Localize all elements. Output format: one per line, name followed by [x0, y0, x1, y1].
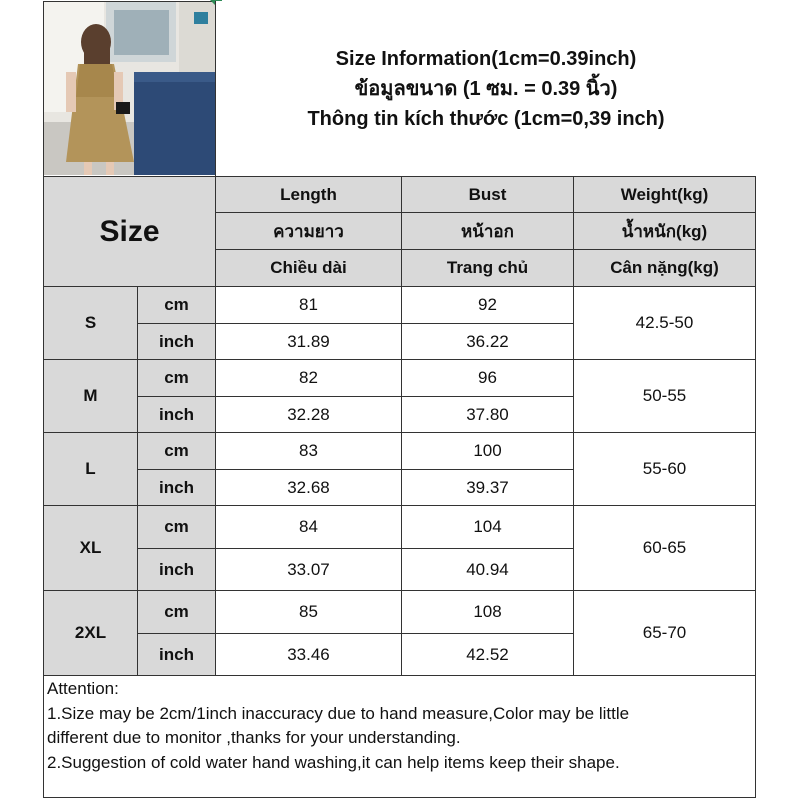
notes-line-2: different due to monitor ,thanks for your understanding.: [47, 728, 461, 747]
unit-cm: cm: [137, 505, 216, 549]
bust-inch: 39.37: [401, 469, 574, 506]
title-box: [215, 1, 756, 177]
title-line-en: Size Information(1cm=0.39inch): [335, 47, 637, 70]
size-cell: S: [43, 286, 138, 360]
size-cell: L: [43, 432, 138, 506]
unit-cm: cm: [137, 590, 216, 634]
unit-inch: inch: [137, 548, 216, 591]
header-bust-vi: Trang chủ: [401, 249, 574, 287]
length-inch: 32.68: [215, 469, 402, 506]
unit-inch: inch: [137, 323, 216, 360]
length-cm: 84: [215, 505, 402, 549]
header-bust-en: Bust: [401, 176, 574, 213]
bust-inch: 40.94: [401, 548, 574, 591]
weight-range: 55-60: [573, 432, 756, 506]
unit-cm: cm: [137, 286, 216, 324]
unit-inch: inch: [137, 633, 216, 676]
header-weight-th: น้ำหนัก(kg): [573, 212, 756, 250]
unit-cm: cm: [137, 359, 216, 397]
bust-cm: 92: [401, 286, 574, 324]
header-bust-th: หน้าอก: [401, 212, 574, 250]
unit-inch: inch: [137, 469, 216, 506]
size-header-label: Size: [99, 214, 160, 248]
unit-inch: inch: [137, 396, 216, 433]
header-length-en: Length: [215, 176, 402, 213]
title-line-th: ข้อมูลขนาด (1 ซม. = 0.39 นิ้ว): [354, 77, 618, 100]
length-cm: 81: [215, 286, 402, 324]
product-photo-illustration: [44, 2, 215, 175]
header-weight-vi: Cân nặng(kg): [573, 249, 756, 287]
length-cm: 82: [215, 359, 402, 397]
length-inch: 32.28: [215, 396, 402, 433]
length-inch: 31.89: [215, 323, 402, 360]
length-inch: 33.46: [215, 633, 402, 676]
weight-range: 65-70: [573, 590, 756, 676]
header-weight-en: Weight(kg): [573, 176, 756, 213]
size-header: [43, 176, 216, 287]
notes-heading: Attention:: [47, 679, 119, 698]
header-length-th: ความยาว: [215, 212, 402, 250]
weight-range: 42.5-50: [573, 286, 756, 360]
notes-line-1: 1.Size may be 2cm/1inch inaccuracy due to hand measure,Color may be little: [47, 703, 630, 723]
size-cell: 2XL: [43, 590, 138, 676]
length-cm: 83: [215, 432, 402, 470]
bust-cm: 108: [401, 590, 574, 634]
weight-range: 60-65: [573, 505, 756, 591]
notes-line-3: 2.Suggestion of cold water hand washing,it can help items keep their shape.: [47, 752, 620, 772]
bust-cm: 96: [401, 359, 574, 397]
header-length-vi: Chiều dài: [215, 249, 402, 287]
product-photo: [44, 2, 215, 175]
attention-notes: [44, 677, 755, 797]
length-cm: 85: [215, 590, 402, 634]
bust-cm: 104: [401, 505, 574, 549]
bust-cm: 100: [401, 432, 574, 470]
weight-range: 50-55: [573, 359, 756, 433]
size-cell: XL: [43, 505, 138, 591]
unit-cm: cm: [137, 432, 216, 470]
title-line-vi: Thông tin kích thước (1cm=0,39 inch): [307, 107, 665, 130]
bust-inch: 42.52: [401, 633, 574, 676]
bust-inch: 37.80: [401, 396, 574, 433]
size-cell: M: [43, 359, 138, 433]
length-inch: 33.07: [215, 548, 402, 591]
bust-inch: 36.22: [401, 323, 574, 360]
